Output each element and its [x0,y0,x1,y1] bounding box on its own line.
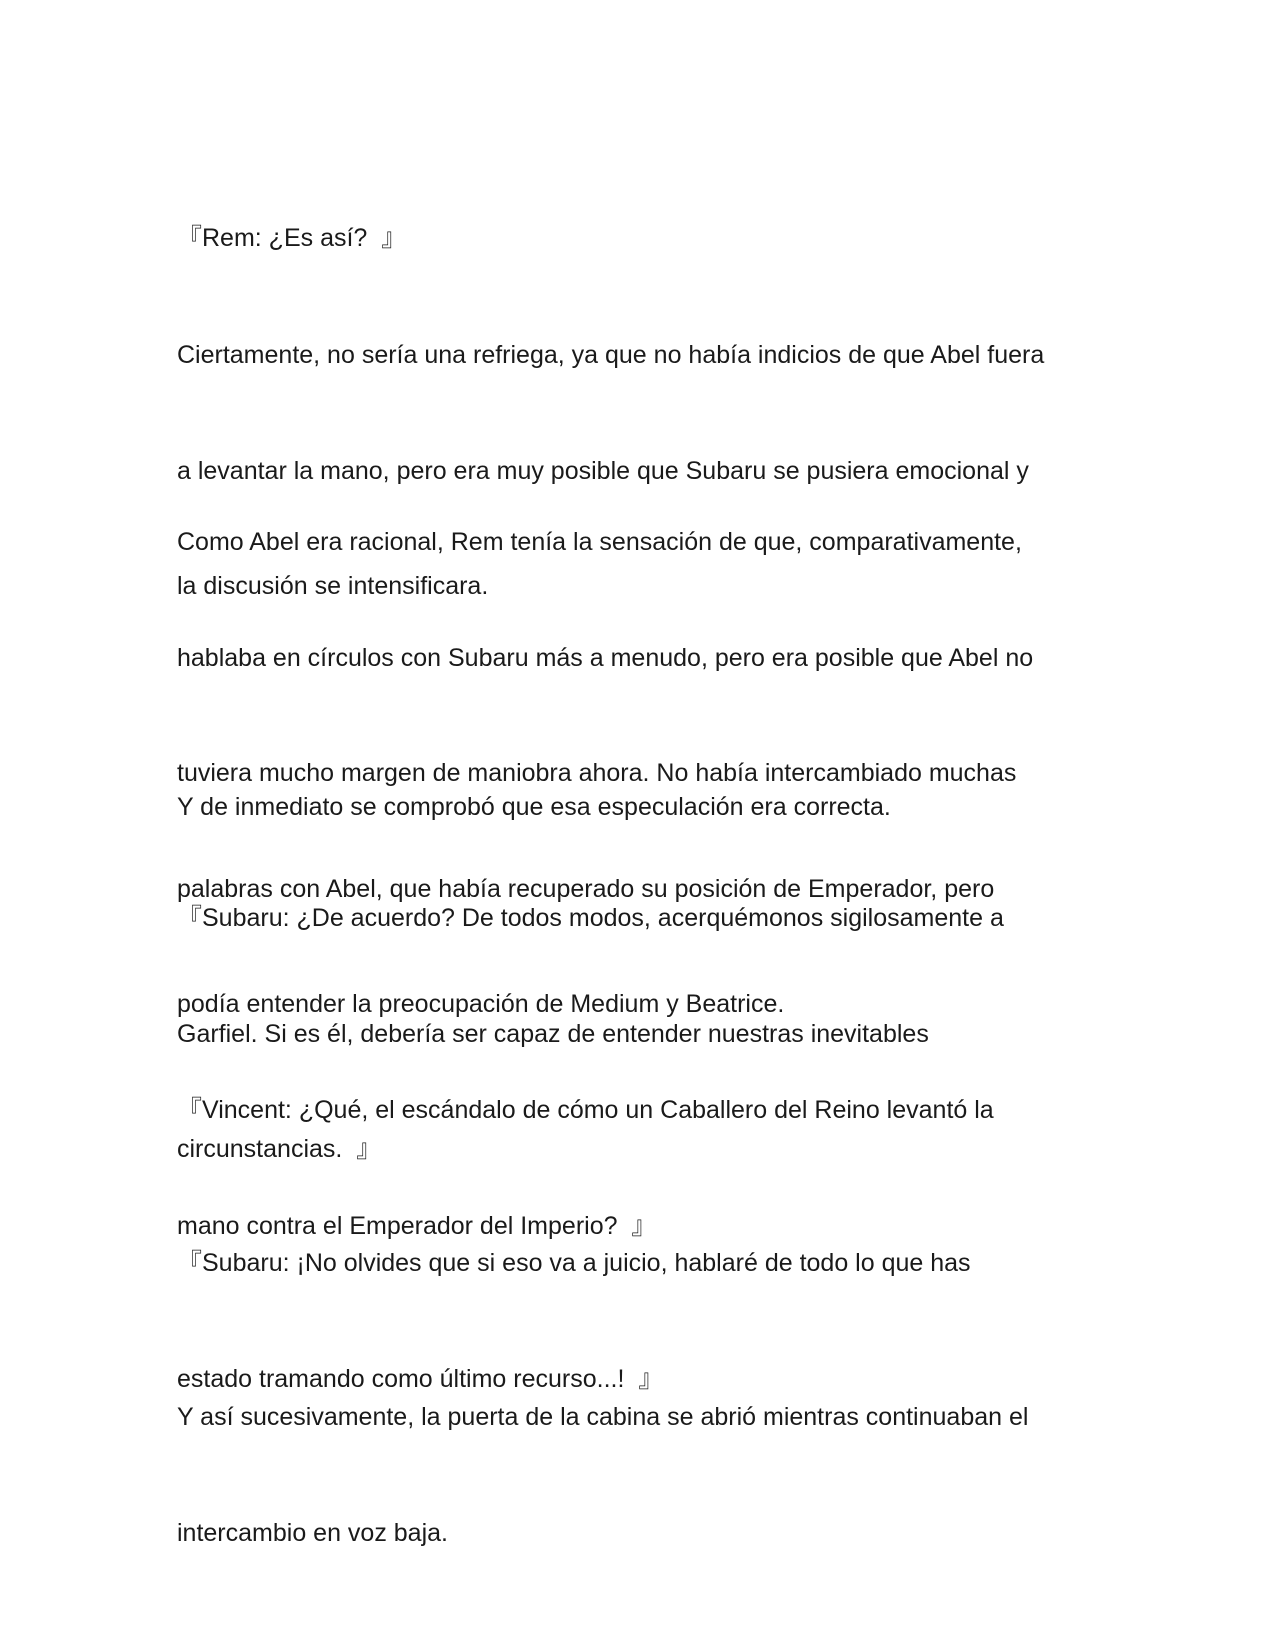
text-line: Ciertamente, no sería una refriega, ya que no había indicios de que Abel fuera [177,341,1045,369]
text-line: Y de inmediato se comprobó que esa especulación era correcta. [177,793,891,821]
text-line: intercambio en voz baja. [177,1518,448,1547]
text-line: palabras con Abel, que había recuperado su posición de Emperador, pero [177,874,995,903]
narration-paragraph [177,1321,1117,1629]
text-line: 『Rem: ¿Es así? 』 [177,224,407,252]
text-line: Y así sucesivamente, la puerta de la cabina se abrió mientras continuaban el [177,1403,1029,1431]
text-line: tuviera mucho margen de maniobra ahora. No había intercambiado muchas [177,759,1017,787]
text-line: 『Vincent: ¿Qué, el escándalo de cómo un Caballero del Reino levantó la [177,1096,994,1124]
text-line: 『Subaru: ¿De acuerdo? De todos modos, acerquémonos sigilosamente a [177,904,1004,932]
text-line: circunstancias. 』 [177,1135,382,1163]
text-line: hablaba en círculos con Subaru más a menudo, pero era posible que Abel no [177,643,1034,672]
text-line: 『Subaru: ¡No olvides que si eso va a juicio, hablaré de todo lo que has [177,1249,971,1277]
text-line: mano contra el Emperador del Imperio? 』 [177,1211,657,1240]
text-line: la discusión se intensificara. [177,572,489,600]
text-line: podía entender la preocupación de Medium y Beatrice. [177,990,785,1018]
text-line: estado tramando como último recurso...! 』 [177,1364,664,1393]
text-line: a levantar la mano, pero era muy posible que Subaru se pusiera emocional y [177,456,1029,485]
text-line: Garfiel. Si es él, debería ser capaz de entender nuestras inevitables [177,1019,929,1048]
text-line: Como Abel era racional, Rem tenía la sensación de que, comparativamente, [177,528,1022,556]
